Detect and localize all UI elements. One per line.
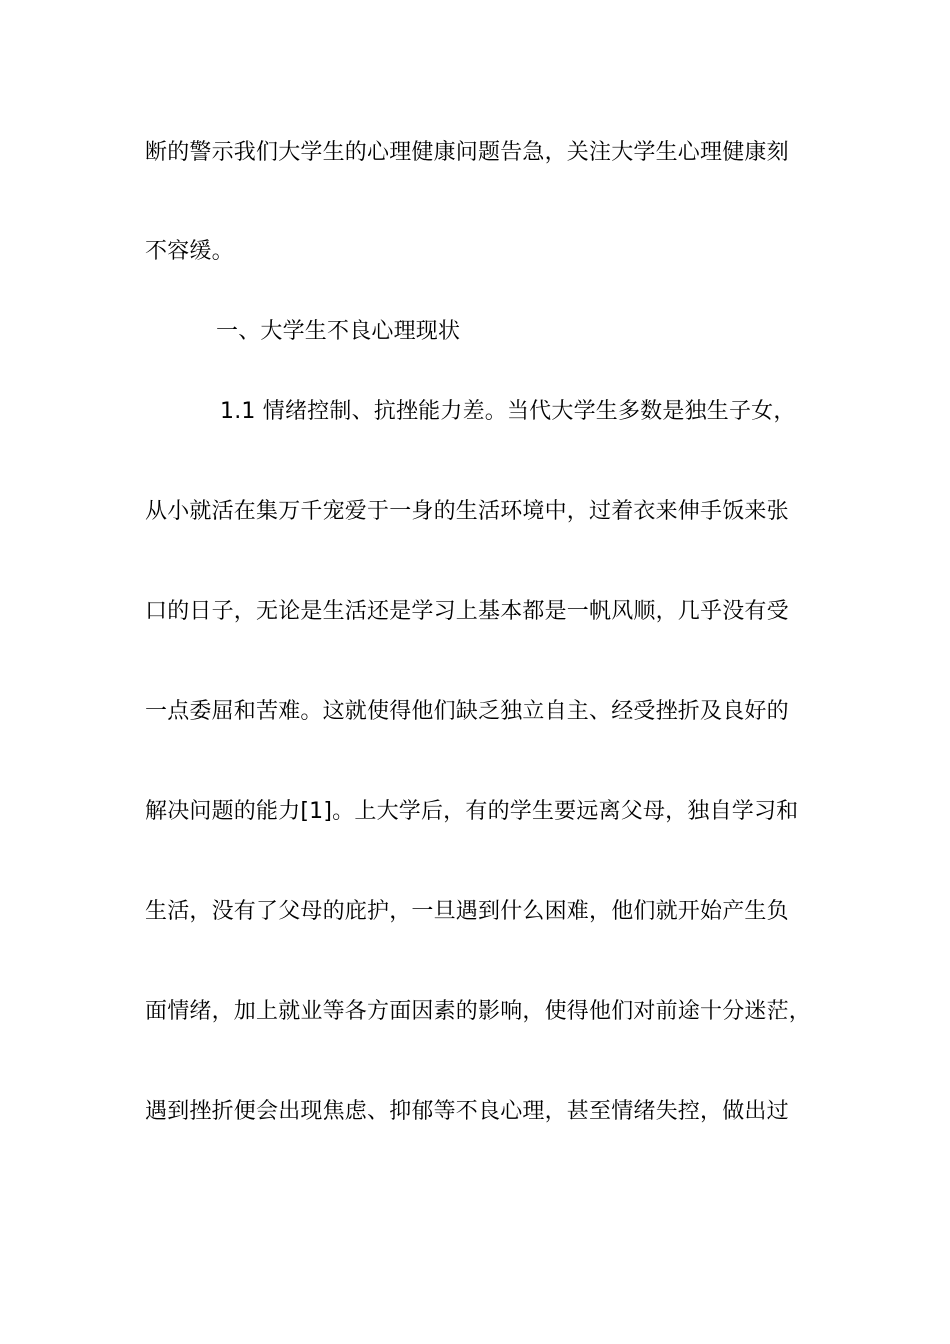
subsection-text-line: 1.1 情绪控制、抗挫能力差。当代大学生多数是独生子女， bbox=[220, 399, 796, 424]
body-text-line: 不容缓。 bbox=[145, 239, 234, 264]
body-text-line: 从小就活在集万千宠爱于一身的生活环境中，过着衣来伸手饭来张 bbox=[145, 499, 789, 524]
body-text-line: 解决问题的能力[1]。上大学后，有的学生要远离父母，独自学习和 bbox=[145, 799, 799, 824]
body-text-line: 遇到挫折便会出现焦虑、抑郁等不良心理，甚至情绪失控，做出过 bbox=[145, 1099, 789, 1124]
body-text-line: 断的警示我们大学生的心理健康问题告急，关注大学生心理健康刻 bbox=[145, 140, 789, 165]
body-text-line: 口的日子，无论是生活还是学习上基本都是一帆风顺，几乎没有受 bbox=[145, 599, 789, 624]
body-text-line: 一点委屈和苦难。这就使得他们缺乏独立自主、经受挫折及良好的 bbox=[145, 699, 789, 724]
body-text-line: 面情绪，加上就业等各方面因素的影响，使得他们对前途十分迷茫， bbox=[145, 999, 812, 1024]
section-heading: 一、大学生不良心理现状 bbox=[216, 319, 461, 344]
body-text-line: 生活，没有了父母的庇护，一旦遇到什么困难，他们就开始产生负 bbox=[145, 899, 789, 924]
